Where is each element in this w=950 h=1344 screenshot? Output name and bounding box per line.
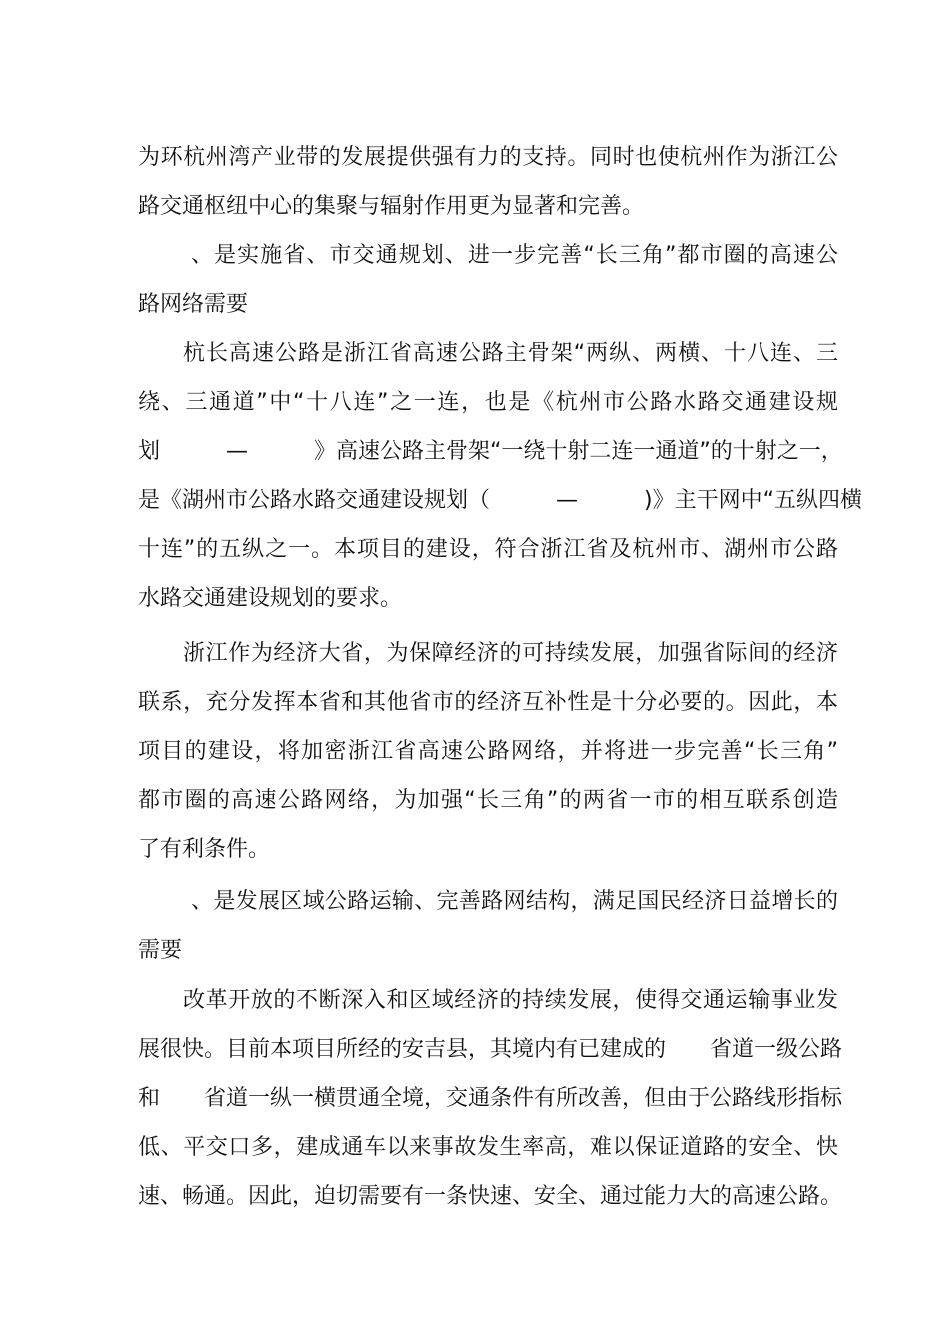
text-line: 联系，充分发挥本省和其他省市的经济互补性是十分必要的。因此，本 — [138, 690, 838, 715]
text-line: 了有利条件。 — [138, 837, 271, 862]
text-line: 十连”的五纵之一。本项目的建设，符合浙江省及杭州市、湖州市公路 — [138, 537, 838, 562]
text-line: 浙江作为经济大省，为保障经济的可持续发展，加强省际间的经济 — [183, 641, 838, 666]
text-line: 是《湖州市公路水路交通建设规划（ — )》主干网中“五纵四横 — [138, 488, 862, 513]
text-line: 路交通枢纽中心的集聚与辐射作用更为显著和完善。 — [138, 194, 645, 219]
text-line: 水路交通建设规划的要求。 — [138, 586, 403, 611]
text-line: 改革开放的不断深入和区域经济的持续发展，使得交通运输事业发 — [183, 988, 838, 1013]
text-line: 速、畅通。因此，迫切需要有一条快速、安全、通过能力大的高速公路。 — [138, 1184, 843, 1209]
text-line: 杭长高速公路是浙江省高速公路主骨架“两纵、两横、十八连、三 — [183, 341, 838, 366]
text-line: 为环杭州湾产业带的发展提供强有力的支持。同时也使杭州作为浙江公 — [138, 145, 838, 170]
text-line: 展很快。目前本项目所经的安吉县，其境内有已建成的 省道一级公路 — [138, 1037, 843, 1062]
text-line: 项目的建设，将加密浙江省高速公路网络，并将进一步完善“长三角” — [138, 739, 838, 764]
section-heading-line: 、是实施省、市交通规划、进一步完善“长三角”都市圈的高速公 — [191, 243, 838, 268]
text-line: 低、平交口多，建成通车以来事故发生率高，难以保证道路的安全、快 — [138, 1135, 838, 1160]
section-heading-line: 路网络需要 — [138, 292, 249, 317]
text-line: 绕、三通道”中“十八连”之一连，也是《杭州市公路水路交通建设规 — [138, 390, 838, 415]
text-line: 划 — 》高速公路主骨架“一绕十射二连一通道”的十射之一， — [138, 439, 843, 464]
text-line: 和 省道一纵一横贯通全境，交通条件有所改善，但由于公路线形指标 — [138, 1086, 843, 1111]
section-heading-line: 、是发展区域公路运输、完善路网结构，满足国民经济日益增长的 — [191, 889, 838, 914]
text-line: 都市圈的高速公路网络，为加强“长三角”的两省一市的相互联系创造 — [138, 788, 838, 813]
section-heading-line: 需要 — [138, 938, 183, 963]
